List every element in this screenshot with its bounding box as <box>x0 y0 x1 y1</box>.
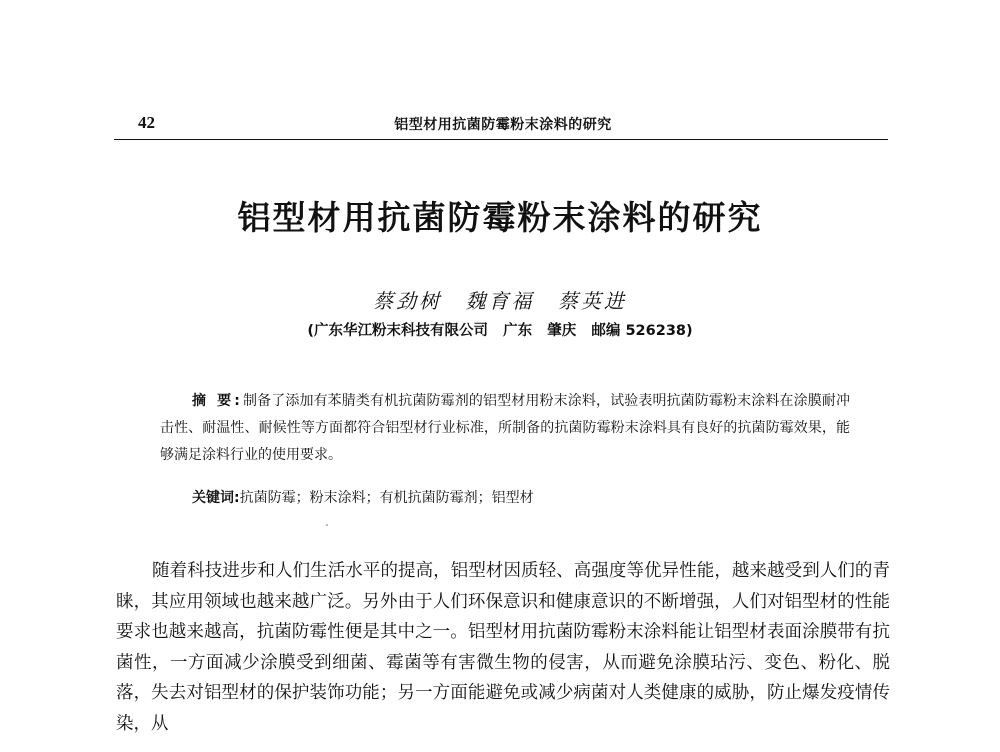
authors: 蔡劲树 魏育福 蔡英进 <box>373 289 627 313</box>
abstract-label: 摘 要: <box>192 393 243 409</box>
keywords-label: 关键词: <box>192 490 240 506</box>
keywords <box>192 485 534 512</box>
keywords-text: 抗菌防霉；粉末涂料；有机抗菌防霉剂；铝型材 <box>239 490 534 506</box>
abstract-text: 制备了添加有苯腈类有机抗菌防霉剂的铝型材用粉末涂料，试验表明抗菌防霉粉末涂料在涂膜耐冲击性、耐温性、耐候性等方面都符合铝型材行业标准，所制备的抗菌防霉粉末涂料具有良好的抗菌防霉效果，能够满足涂料行业的使用要求。 <box>160 393 850 463</box>
page-number: 42 <box>138 113 155 132</box>
body-paragraph: 随着科技进步和人们生活水平的提高，铝型材因质轻、高强度等优异性能，越来越受到人们的青睐，其应用领域也越来越广泛。另外由于人们环保意识和健康意识的不断增强，人们对铝型材的性能要求也越来越高，抗菌防霉性便是其中之一。铝型材用抗菌防霉粉末涂料能让铝型材表面涂膜带有抗菌性，一方面减少涂膜受到细菌、霉菌等有害微生物的侵害，从而避免涂膜玷污、变色、粉化、脱落，失去对铝型材的保护装饰功能；另一方面能避免或减少病菌对人类健康的威胁，防止爆发疫情传染，从 <box>116 561 890 734</box>
abstract <box>160 388 850 469</box>
paper-title: 铝型材用抗菌防霉粉末涂料的研究 <box>237 198 763 237</box>
running-header <box>118 113 888 137</box>
header-rule <box>114 139 888 140</box>
running-title: 铝型材用抗菌防霉粉末涂料的研究 <box>394 117 612 133</box>
affiliation: (广东华江粉末科技有限公司 广东 肇庆 邮编 526238) <box>307 323 693 339</box>
scan-speck <box>326 524 328 526</box>
